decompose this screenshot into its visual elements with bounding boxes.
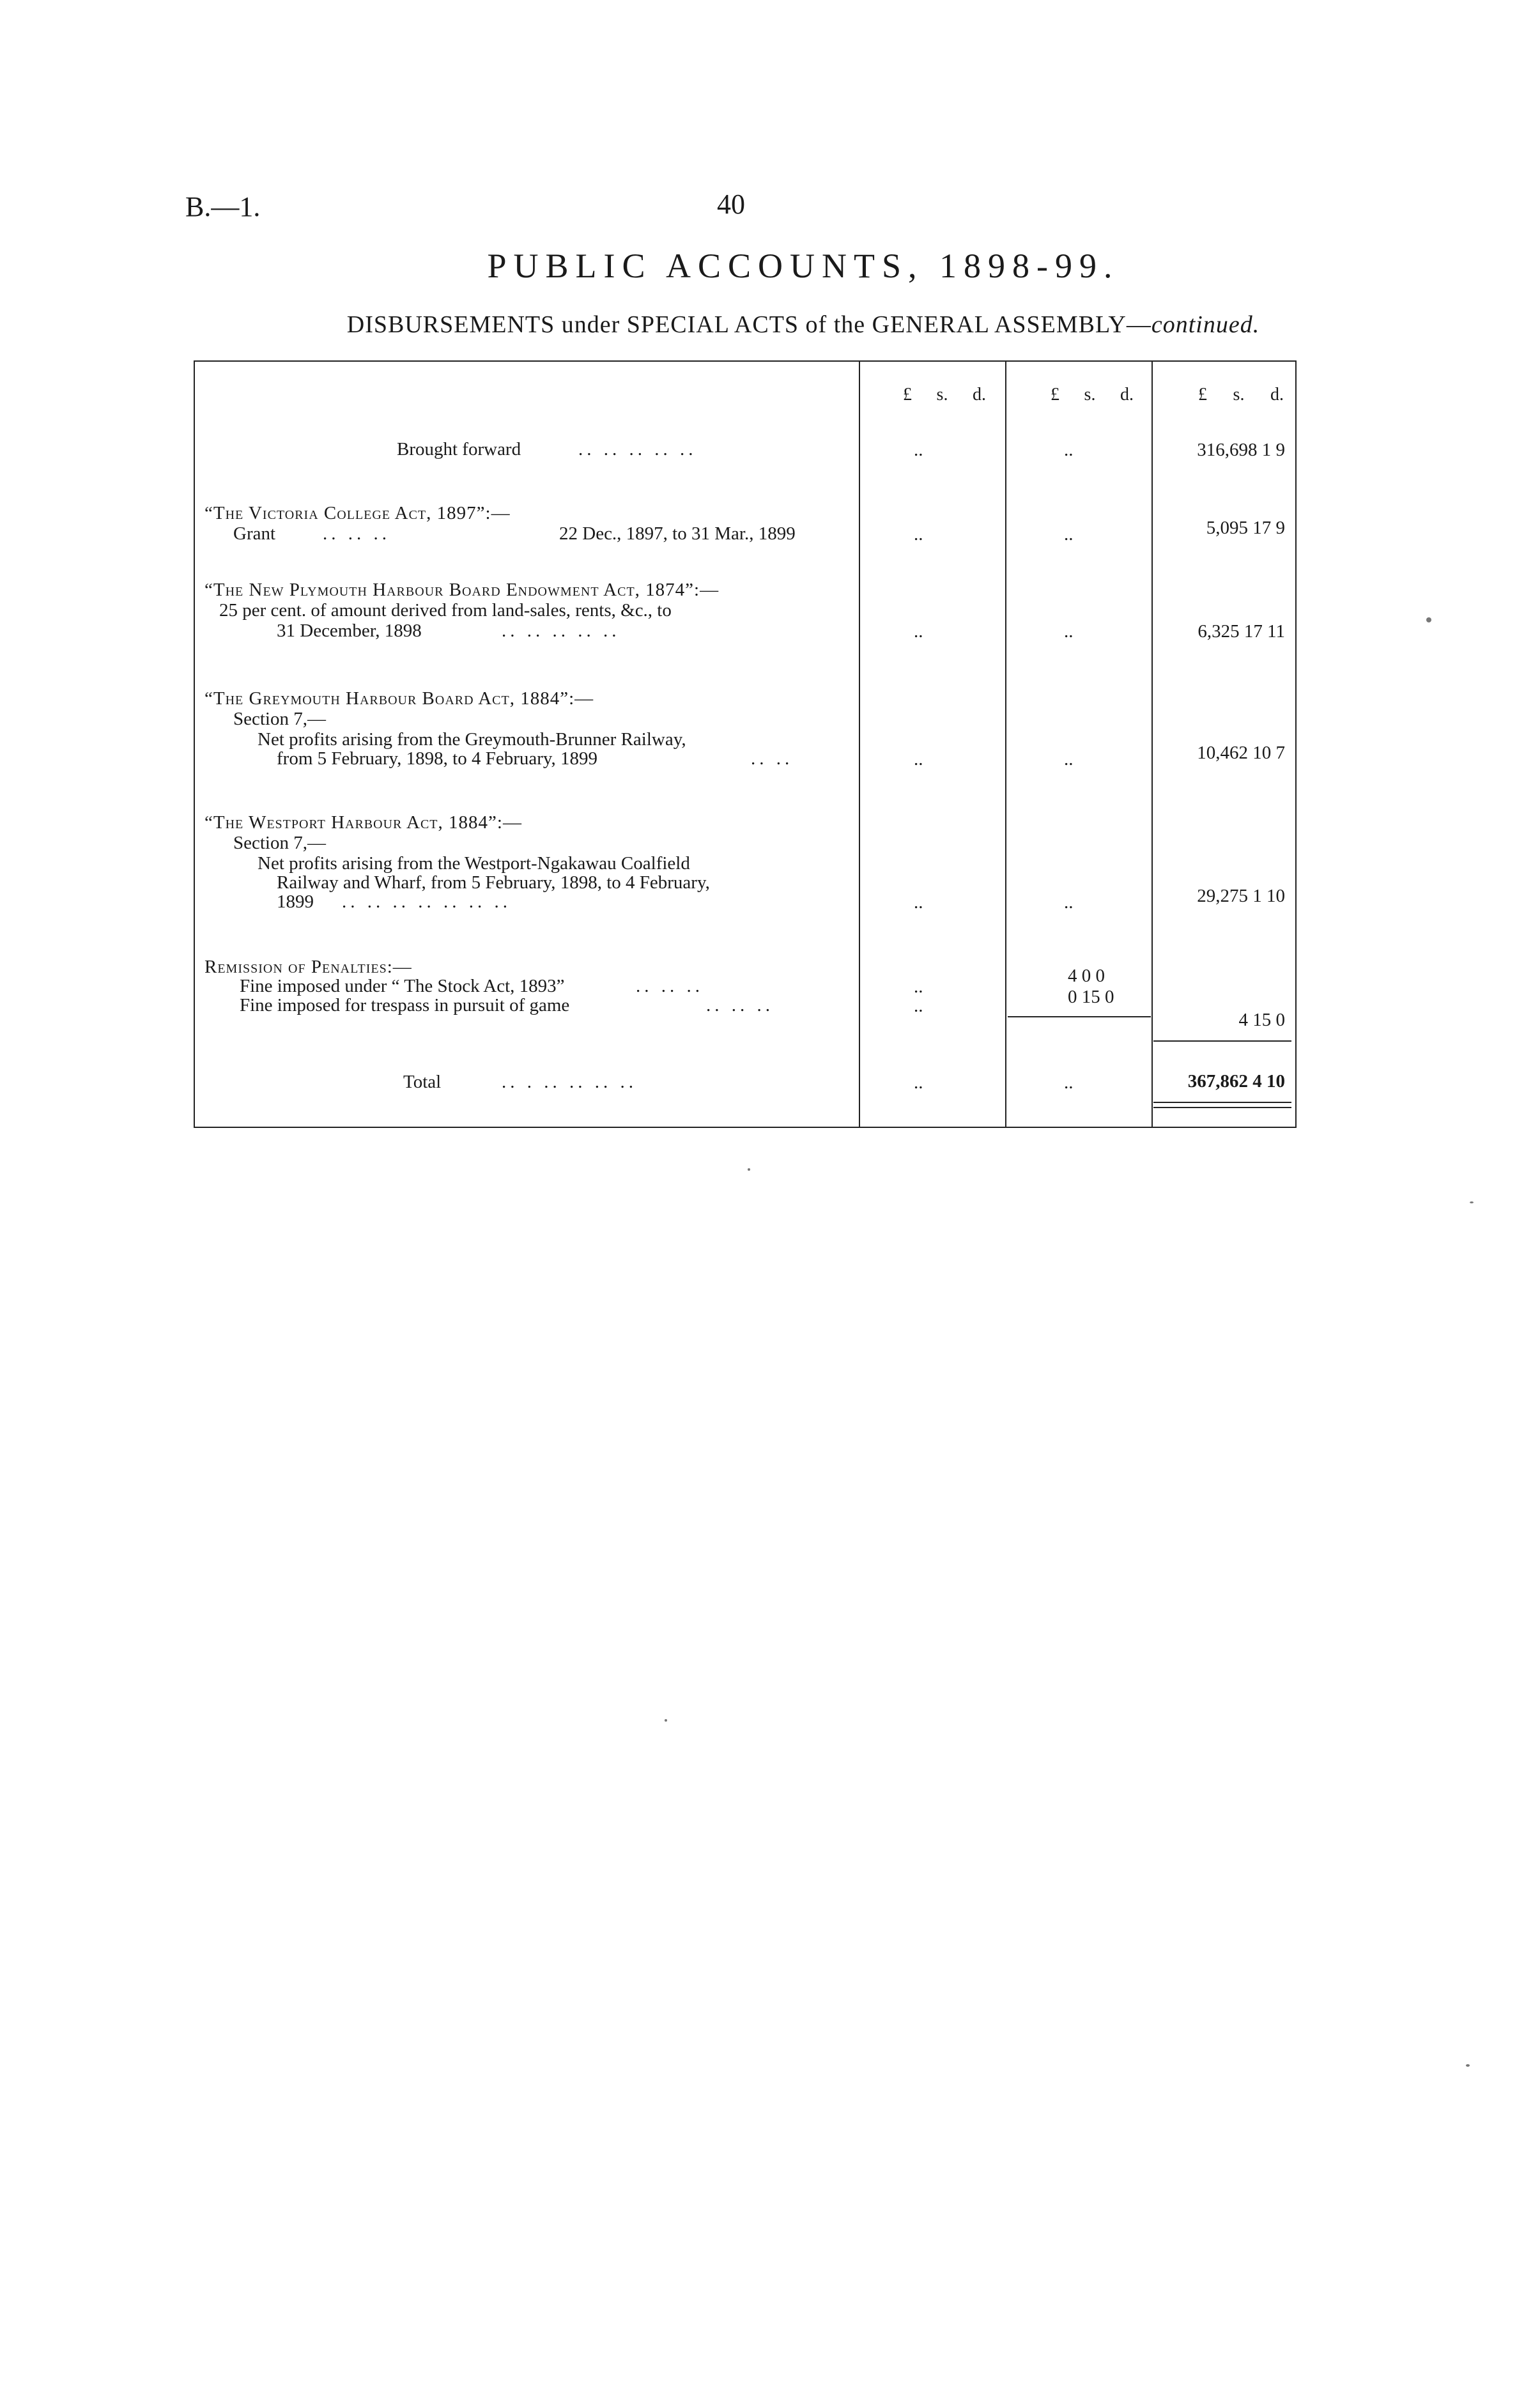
dot-leader: .. .. .. .. .. .. .. [342, 891, 511, 912]
column-2-header [1051, 385, 1134, 405]
dot-leader: .. .. [751, 748, 794, 769]
description-line: 25 per cent. of amount derived from land-sales, rents, &c., to [219, 600, 672, 621]
col2-value: 4 0 0 [1068, 966, 1105, 986]
col3-value: 6,325 17 11 [1197, 621, 1285, 642]
page-number: 40 [717, 189, 745, 220]
description-line: Railway and Wharf, from 5 February, 1898, to 4 February, [277, 872, 710, 893]
pence-heading: d. [973, 385, 986, 405]
dot-leader: .. .. .. .. .. [502, 621, 620, 641]
col2-value: .. [1064, 1072, 1074, 1093]
col1-value: .. [914, 976, 923, 997]
subtotal-rule [1008, 1016, 1151, 1017]
section-label: Section 7,— [233, 709, 326, 729]
dot-leader: .. .. .. [706, 995, 774, 1015]
description-line: Net profits arising from the Westport-Ngakawau Coalfield [258, 853, 690, 874]
description-line: from 5 February, 1898, to 4 February, 1899 [277, 748, 598, 769]
col1-value: .. [914, 749, 923, 769]
shilling-heading: s. [1084, 385, 1096, 405]
scan-speck [1470, 1201, 1474, 1203]
dot-leader: .. .. .. [323, 523, 390, 544]
col1-value: .. [914, 440, 923, 460]
column-1-header [903, 385, 986, 405]
total-rule [1153, 1040, 1291, 1042]
item-label: Grant [233, 523, 276, 544]
fine-item: Fine imposed for trespass in pursuit of game [240, 995, 570, 1015]
dot-leader: .. . .. .. .. .. [502, 1072, 637, 1092]
penalties-heading: Remission of Penalties:— [204, 957, 412, 977]
section-label: Section 7,— [233, 833, 326, 853]
pound-heading: £ [903, 385, 912, 405]
col2-value: .. [1064, 524, 1074, 544]
col2-value: .. [1064, 440, 1074, 460]
pound-heading: £ [1051, 385, 1059, 405]
act-heading: “The Victoria College Act, 1897”:— [204, 503, 511, 523]
col2-value: .. [1064, 749, 1074, 769]
act-heading: “The New Plymouth Harbour Board Endowment Act, 1874”:— [204, 580, 720, 600]
shilling-heading: s. [936, 385, 948, 405]
dot-leader: .. .. .. .. .. [578, 439, 697, 459]
column-3-header [1198, 385, 1284, 405]
col3-value: 316,698 1 9 [1197, 440, 1285, 460]
scan-speck [665, 1719, 667, 1722]
document-reference: B.—1. [185, 191, 261, 222]
pence-heading: d. [1270, 385, 1284, 405]
description-line: 1899 [277, 891, 314, 912]
double-rule-bottom [1153, 1107, 1291, 1108]
act-heading: “The Greymouth Harbour Board Act, 1884”:— [204, 688, 594, 709]
col1-value: .. [914, 996, 923, 1016]
col2-value: 0 15 0 [1068, 987, 1114, 1007]
col3-value: 5,095 17 9 [1206, 518, 1285, 538]
subtitle-continued: continued. [1151, 311, 1260, 338]
description-line: 31 December, 1898 [277, 621, 422, 641]
description-line: Net profits arising from the Greymouth-Brunner Railway, [258, 729, 686, 750]
col3-value: 4 15 0 [1238, 1010, 1285, 1030]
accounts-table [194, 360, 1297, 1128]
scan-speck [748, 1168, 750, 1171]
column-divider [1005, 362, 1006, 1127]
column-divider [1151, 362, 1153, 1127]
total-label: Total [403, 1072, 442, 1092]
col1-value: .. [914, 1072, 923, 1093]
col1-value: .. [914, 892, 923, 913]
dot-leader: .. .. .. [636, 976, 704, 996]
total-value: 367,862 4 10 [1187, 1071, 1285, 1092]
page-title: PUBLIC ACCOUNTS, 1898-99. [487, 247, 1120, 285]
period-label: 22 Dec., 1897, to 31 Mar., 1899 [559, 523, 796, 544]
column-divider [859, 362, 860, 1127]
pence-heading: d. [1120, 385, 1134, 405]
col1-value: .. [914, 524, 923, 544]
scan-speck [1466, 2064, 1470, 2067]
double-rule-top [1153, 1102, 1291, 1103]
subtitle-main: DISBURSEMENTS under SPECIAL ACTS of the GENERAL ASSEMBLY— [346, 311, 1151, 338]
col1-value: .. [914, 621, 923, 642]
col3-value: 10,462 10 7 [1197, 743, 1285, 763]
col3-value: 29,275 1 10 [1197, 886, 1285, 906]
pound-heading: £ [1198, 385, 1207, 405]
page-subtitle [0, 311, 1517, 339]
row-label: Brought forward [397, 439, 521, 459]
shilling-heading: s. [1233, 385, 1245, 405]
col2-value: .. [1064, 621, 1074, 642]
fine-item: Fine imposed under “ The Stock Act, 1893” [240, 976, 565, 996]
scan-speck [1426, 617, 1431, 622]
act-heading: “The Westport Harbour Act, 1884”:— [204, 812, 522, 833]
col2-value: .. [1064, 892, 1074, 913]
